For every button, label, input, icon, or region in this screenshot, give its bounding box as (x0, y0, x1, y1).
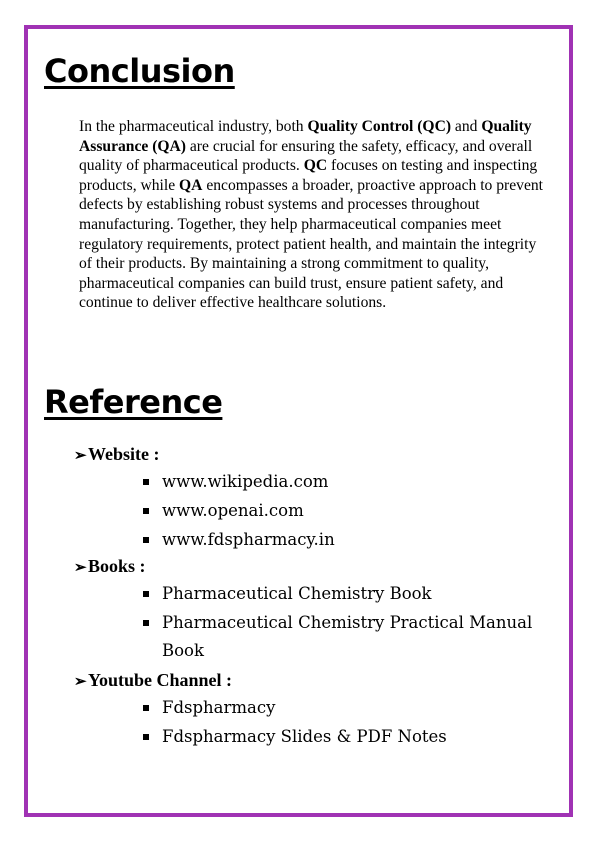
reference-category (74, 555, 146, 579)
paragraph-text: In the pharmaceutical industry, both (79, 118, 308, 135)
square-bullet-icon (143, 620, 149, 626)
arrow-bullet-icon: ➢ (74, 448, 87, 464)
reference-heading: Reference (44, 383, 223, 421)
reference-category-label: Youtube Channel : (88, 670, 233, 690)
bold-term: Quality Control (QC) (307, 118, 452, 135)
arrow-bullet-icon: ➢ (74, 560, 87, 576)
reference-item-text: www.wikipedia.com (162, 472, 329, 491)
reference-item-text: Fdspharmacy Slides & PDF Notes (162, 727, 447, 746)
reference-item (143, 468, 563, 496)
reference-category-label: Books : (88, 556, 146, 576)
square-bullet-icon (143, 734, 149, 740)
reference-category (74, 443, 160, 467)
conclusion-paragraph (79, 117, 553, 313)
square-bullet-icon (143, 479, 149, 485)
paragraph-text: and (451, 118, 482, 135)
bold-term: Quality Assurance (QA) (79, 118, 532, 155)
reference-item (143, 609, 563, 665)
arrow-bullet-icon: ➢ (74, 674, 87, 690)
square-bullet-icon (143, 591, 149, 597)
bold-term: QA (179, 176, 203, 194)
square-bullet-icon (143, 705, 149, 711)
paragraph-text: are crucial for ensuring the safety, efficacy, and overall quality of pharmaceutical products. (79, 137, 533, 175)
reference-item (143, 723, 563, 751)
bold-term: QC (303, 157, 328, 175)
reference-category-label: Website : (88, 444, 160, 464)
paragraph-text: encompasses a broader, proactive approach to prevent defects by establishing robust systems and processes throughout manufacturing. Together, they help pharmaceutical companies meet regulatory requirements, protect patient health, and maintain the integrity of their products. By maintaining a strong commitment to quality, pharmaceutical companies can build trust, ensure patient safety, and continue to deliver effective healthcare solutions. (79, 176, 543, 312)
reference-item-text: Pharmaceutical Chemistry Book (162, 584, 432, 603)
square-bullet-icon (143, 537, 149, 543)
reference-item-text: Fdspharmacy (162, 698, 276, 717)
reference-item-text: Pharmaceutical Chemistry Practical Manual Book (162, 613, 533, 660)
paragraph-text: focuses on testing and inspecting products, while (79, 157, 538, 194)
reference-item-text: www.fdspharmacy.in (162, 530, 335, 549)
square-bullet-icon (143, 508, 149, 514)
reference-item (143, 526, 563, 554)
reference-category (74, 669, 232, 693)
reference-item (143, 497, 563, 525)
reference-item-text: www.openai.com (162, 501, 304, 520)
reference-item (143, 580, 563, 608)
reference-item (143, 694, 563, 722)
conclusion-heading: Conclusion (44, 52, 235, 90)
